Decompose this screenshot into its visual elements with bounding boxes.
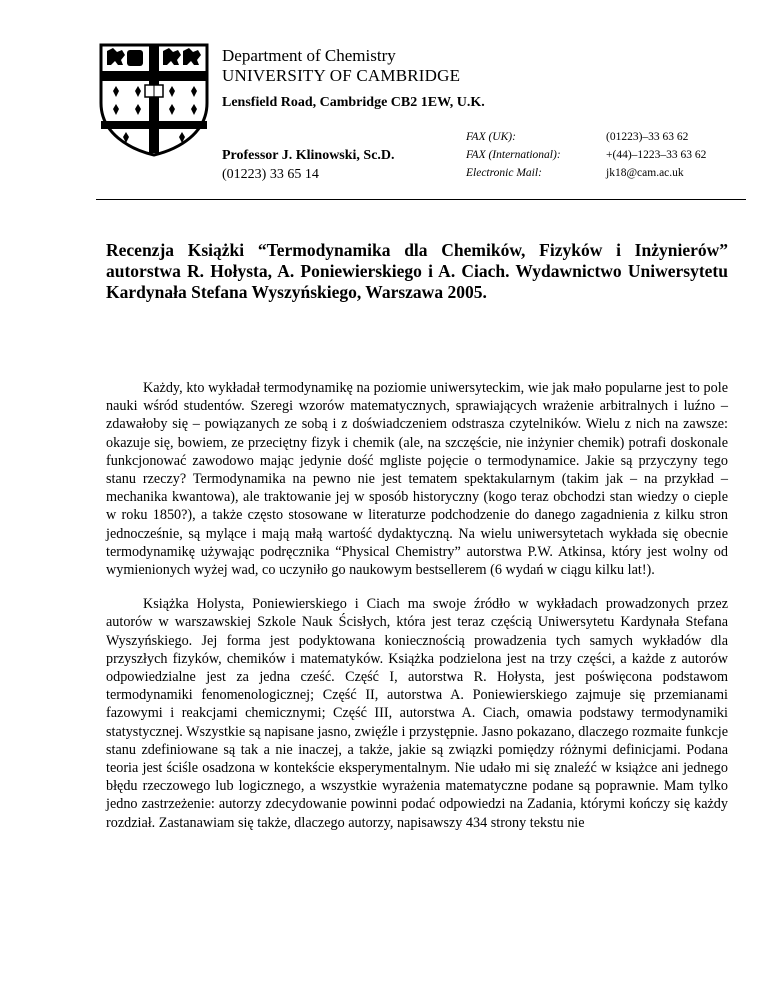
- contact-labels: [466, 128, 561, 182]
- professor-name: Professor J. Klinowski, Sc.D.: [222, 148, 395, 163]
- department-block: [222, 46, 460, 86]
- contact-label: Electronic Mail:: [466, 167, 542, 179]
- review-title: Recenzja Książki “Termodynamika dla Chemików, Fizyków i Inżynierów” autorstwa R. Hołysta, A. Poniewierskiego i A. Ciach. Wydawnictwo Uniwersytetu Kardynała Stefana Wyszyńskiego, Warszawa 2005.: [106, 240, 728, 302]
- fax-uk-value: (01223)–33 63 62: [606, 131, 689, 143]
- email-value: jk18@cam.ac.uk: [606, 167, 684, 179]
- header-divider: [96, 199, 746, 200]
- university-crest-logo: [97, 41, 211, 157]
- contact-label: FAX (International):: [466, 149, 561, 161]
- fax-international-value: +(44)–1223–33 63 62: [606, 149, 707, 161]
- contact-values: [606, 128, 706, 182]
- contact-label: FAX (UK):: [466, 131, 516, 143]
- professor-block: [222, 146, 395, 184]
- university-name: UNIVERSITY OF CAMBRIDGE: [222, 66, 461, 85]
- paragraph: Każdy, kto wykładał termodynamikę na poziomie uniwersyteckim, wie jak mało popularne jest to pole nauki wśród studentów. Szeregi wzorów matematycznych, sprawiających wrażenie arbitralnych i luźno – zdawałoby się – powiązanych ze sobą i z doświadczeniem odstrasza czytelników. Wielu z nich na zawsze: okazuje się, bowiem, ze przeciętny fizyk i chemik (ale, na szczęście, nie inżynier chemik) potrafi doskonale funkcjonować zawodowo mając jedynie dość mgliste pojęcie o termodynamice. Jakie są przyczyny tego stanu rzeczy? Termodynamika na pewno nie jest tematem spektakularnym (takim jak – na przykład – mechanika kwantowa), ale traktowanie jej w sposób historyczny (kogo teraz obchodzi stan wiedzy o cieple w roku 1850?), a także często stosowane w literaturze podchodzenie do danego zagadnienia z kilku stron jednocześnie, są mylące i mają małą wartość dydaktyczną. Na wielu uniwersytetach wykłada się obecnie termodynamikę używając podręcznika “Physical Chemistry” autorstwa P.W. Atkinsa, który jest wolny od wymienionych wyżej wad, co uczyniło go naukowym bestsellerem (6 wydań w ciągu kilku lat!).: [106, 380, 728, 579]
- review-body: [106, 379, 728, 848]
- paragraph: Książka Holysta, Poniewierskiego i Ciach ma swoje źródło w wykładach prowadzonych przez autorów w warszawskiej Szkole Nauk Ścisłych, która jest teraz częścią Uniwersytetu Kardynała Stefana Wyszyńskiego. Jej forma jest podyktowana koniecznością prowadzenia tych samych wykładów dla przyszłych fizyków, chemików i matematyków. Książka podzielona jest na trzy części, a każde z autorów odpowiedzialne jest za jedna cześć. Część I, autorstwa R. Hołysta, jest poświęcona podstawom termodynamiki fenomenologicznej; Część II, autorstwa A. Poniewierskiego zajmuje się przemianami fazowymi i reakcjami chemicznymi; Część III, autorstwa A. Ciach, omawia podstawy termodynamiki statystycznej. Wszystkie są napisane jasno, zwięźle i przystępnie. Jasno pokazano, dlaczego rozmaite funkcje stanu zdefiniowane są tak a nie inaczej, a także, jakie są związki pomiędzy różnymi definicjami. Podana teoria jest ściśle osadzona w kontekście eksperymentalnym. Nie udało mi się znaleźć w książce ani jednego błędu rzeczowego lub logicznego, a wszystkie wyrażenia matematyczne podane są poprawnie. Mam tylko jedno zastrzeżenie: autorzy zdecydowanie powinni podać odpowiedzi na Zadania, którymi kończy się każdy rozdział. Zastanawiam się także, dlaczego autorzy, napisawszy 434 strony tekstu nie: [106, 596, 728, 831]
- address: Lensfield Road, Cambridge CB2 1EW, U.K.: [222, 95, 485, 110]
- professor-phone: (01223) 33 65 14: [222, 167, 319, 182]
- department-name: Department of Chemistry: [222, 46, 396, 65]
